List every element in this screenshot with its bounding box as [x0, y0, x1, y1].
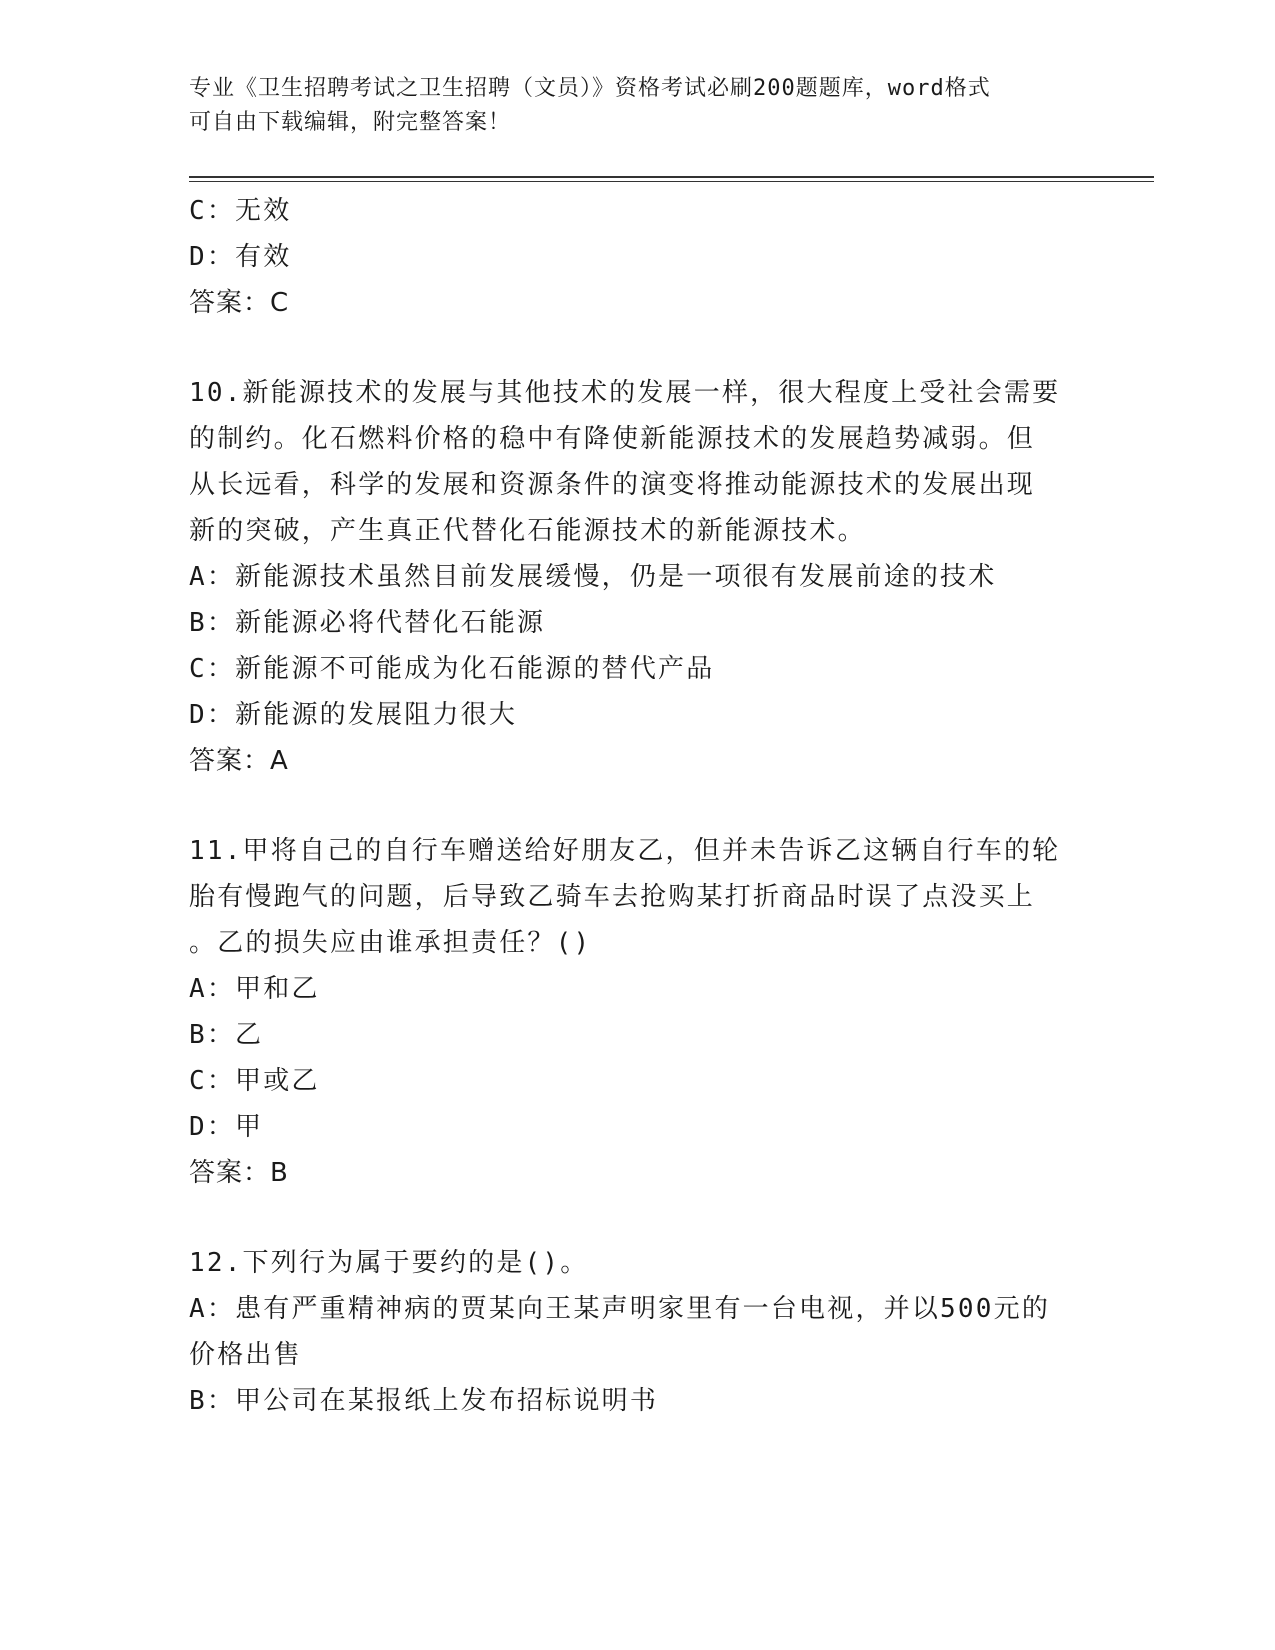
option-a: A：甲和乙: [189, 974, 320, 1004]
question-text: 10.新能源技术的发展与其他技术的发展一样，很大程度上受社会需要: [189, 378, 1061, 408]
page-header: [189, 72, 1069, 140]
option-a: A：患有严重精神病的贾某向王某声明家里有一台电视，并以500元的: [189, 1294, 1051, 1324]
option-b: B：乙: [189, 1020, 264, 1050]
question-text: 。乙的损失应由谁承担责任？(): [189, 928, 592, 958]
header-divider-thick: [189, 176, 1154, 178]
option-c: C：无效: [189, 196, 292, 226]
answer-line: 答案：C: [189, 288, 290, 318]
question-12: [189, 1240, 1079, 1424]
question-text: 11.甲将自己的自行车赠送给好朋友乙，但并未告诉乙这辆自行车的轮: [189, 836, 1061, 866]
option-c: C：甲或乙: [189, 1066, 320, 1096]
question-text: 12.下列行为属于要约的是()。: [189, 1248, 589, 1278]
question-text: 从长远看，科学的发展和资源条件的演变将推动能源技术的发展出现: [189, 470, 1036, 500]
option-d: D：甲: [189, 1112, 264, 1142]
option-a: A：新能源技术虽然目前发展缓慢，仍是一项很有发展前途的技术: [189, 562, 997, 592]
option-b: B：新能源必将代替化石能源: [189, 608, 546, 638]
spacer: [189, 1196, 1079, 1240]
spacer: [189, 784, 1079, 828]
header-title-line-1: 专业《卫生招聘考试之卫生招聘（文员）》资格考试必刷200题题库，word格式: [189, 76, 991, 101]
question-11: [189, 828, 1079, 1196]
option-b: B：甲公司在某报纸上发布招标说明书: [189, 1386, 659, 1416]
question-text: 新的突破，产生真正代替化石能源技术的新能源技术。: [189, 516, 866, 546]
header-title-line-2: 可自由下载编辑，附完整答案！: [189, 110, 512, 135]
question-10: [189, 370, 1079, 784]
question-list: [189, 188, 1079, 1424]
option-a-continued: 价格出售: [189, 1340, 302, 1370]
answer-line: 答案：B: [189, 1158, 289, 1188]
header-divider-thin: [189, 181, 1154, 182]
option-d: D：有效: [189, 242, 292, 272]
answer-line: 答案：A: [189, 746, 289, 776]
option-c: C：新能源不可能成为化石能源的替代产品: [189, 654, 715, 684]
question-text: 的制约。化石燃料价格的稳中有降使新能源技术的发展趋势减弱。但: [189, 424, 1036, 454]
option-d: D：新能源的发展阻力很大: [189, 700, 518, 730]
spacer: [189, 326, 1079, 370]
question-text: 胎有慢跑气的问题，后导致乙骑车去抢购某打折商品时误了点没买上: [189, 882, 1036, 912]
question-9-tail: [189, 188, 1079, 326]
